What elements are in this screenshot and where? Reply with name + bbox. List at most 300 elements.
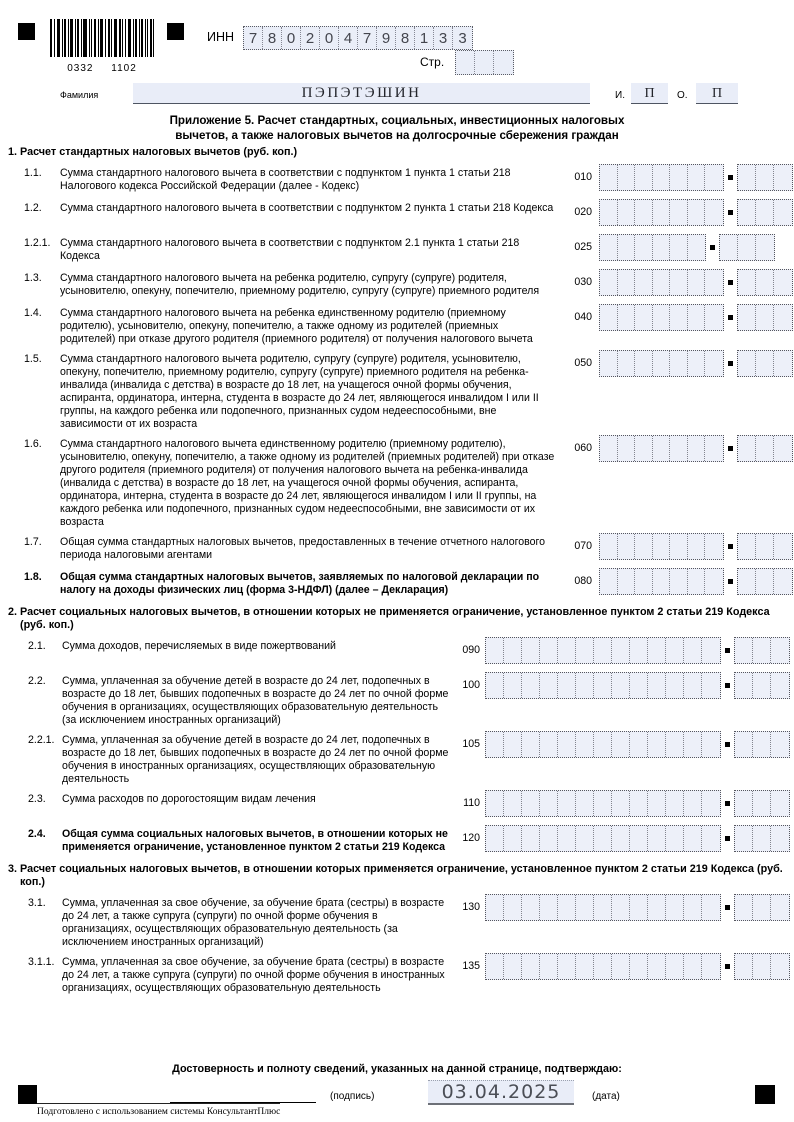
digit-cell[interactable] (635, 534, 653, 559)
digit-cell[interactable] (486, 954, 504, 979)
digit-cell[interactable] (738, 305, 756, 330)
digit-cell[interactable] (630, 673, 648, 698)
ruble-field[interactable] (599, 350, 724, 377)
digit-cell[interactable] (774, 270, 792, 295)
digit-cell[interactable]: 0 (320, 27, 339, 49)
form-row-030 (0, 271, 592, 300)
digit-cell[interactable] (774, 534, 792, 559)
digit-cell[interactable] (670, 534, 688, 559)
amount-field-group (558, 435, 793, 462)
digit-cell[interactable] (705, 165, 723, 190)
digit-cell[interactable] (702, 954, 720, 979)
kopeck-field[interactable] (737, 568, 793, 595)
digit-cell[interactable] (756, 165, 774, 190)
form-section (0, 146, 790, 599)
ruble-field[interactable] (599, 234, 706, 261)
digit-cell[interactable] (612, 954, 630, 979)
digit-cell[interactable] (576, 638, 594, 663)
digit-cell[interactable] (635, 165, 653, 190)
form-row-090 (0, 639, 480, 668)
digit-cell[interactable] (653, 305, 671, 330)
digit-cell[interactable] (688, 351, 706, 376)
digit-cell[interactable]: 4 (339, 27, 358, 49)
item-text: Сумма стандартного налогового вычета в соответствии с подпунктом 1 пункта 1 статьи 218 Налогового кодекса Российской Федерации (далее - Кодекс) (60, 166, 511, 192)
amount-field-group (558, 568, 793, 595)
digit-cell[interactable] (688, 235, 706, 260)
digit-cell[interactable] (684, 638, 702, 663)
date-field[interactable]: 03.04.2025 (428, 1080, 574, 1105)
digit-cell[interactable]: 2 (301, 27, 320, 49)
digit-cell[interactable] (688, 305, 706, 330)
digit-cell[interactable]: 9 (377, 27, 396, 49)
digit-cell[interactable] (558, 638, 576, 663)
digit-cell[interactable] (684, 895, 702, 920)
digit-cell[interactable] (653, 200, 671, 225)
digit-cell[interactable] (612, 791, 630, 816)
digit-cell[interactable] (653, 569, 671, 594)
digit-cell[interactable] (648, 732, 666, 757)
digit-cell[interactable] (600, 235, 618, 260)
digit-cell[interactable] (753, 954, 771, 979)
digit-cell[interactable] (756, 436, 774, 461)
digit-cell[interactable] (756, 270, 774, 295)
digit-cell[interactable] (612, 638, 630, 663)
digit-cell[interactable] (635, 569, 653, 594)
registration-mark-bottom-left (18, 1085, 37, 1104)
digit-cell[interactable] (684, 954, 702, 979)
kopeck-field[interactable] (734, 637, 790, 664)
ruble-field[interactable] (485, 731, 721, 758)
patronymic-initial-label: О. (677, 90, 688, 101)
form-section (0, 606, 790, 856)
digit-cell[interactable] (540, 638, 558, 663)
amount-field-group (452, 894, 790, 921)
digit-cell[interactable] (688, 200, 706, 225)
digit-cell[interactable] (630, 895, 648, 920)
digit-cell[interactable] (635, 235, 653, 260)
digit-cell[interactable] (486, 895, 504, 920)
surname-field[interactable]: ПЭПЭТЭШИН (133, 83, 590, 104)
digit-cell[interactable] (600, 270, 618, 295)
digit-cell[interactable] (648, 895, 666, 920)
kopeck-field[interactable] (734, 672, 790, 699)
digit-cell[interactable] (756, 569, 774, 594)
digit-cell[interactable] (540, 826, 558, 851)
item-number: 2.2.1. (28, 733, 55, 746)
amount-field-group (452, 825, 790, 852)
digit-cell[interactable] (522, 673, 540, 698)
digit-cell[interactable] (702, 638, 720, 663)
digit-cell[interactable] (630, 826, 648, 851)
digit-cell[interactable] (594, 954, 612, 979)
amount-field-group (452, 637, 790, 664)
digit-cell[interactable] (771, 673, 789, 698)
digit-cell[interactable] (618, 270, 636, 295)
digit-cell[interactable] (522, 638, 540, 663)
ruble-field[interactable] (599, 568, 724, 595)
kopeck-field[interactable] (734, 825, 790, 852)
digit-cell[interactable] (684, 826, 702, 851)
digit-cell[interactable] (558, 895, 576, 920)
item-text: Сумма расходов по дорогостоящим видам лечения (62, 792, 316, 805)
amount-field-group (452, 731, 790, 758)
digit-cell[interactable] (670, 305, 688, 330)
ruble-field[interactable] (599, 533, 724, 560)
digit-cell[interactable] (576, 791, 594, 816)
line-code: 020 (574, 205, 592, 218)
digit-cell[interactable] (618, 165, 636, 190)
digit-cell[interactable] (753, 895, 771, 920)
form-body (0, 146, 794, 995)
digit-cell[interactable]: 3 (434, 27, 453, 49)
digit-cell[interactable] (648, 826, 666, 851)
digit-cell[interactable] (753, 732, 771, 757)
form-row-025 (0, 236, 592, 265)
ruble-field[interactable] (485, 790, 721, 817)
digit-cell[interactable] (576, 826, 594, 851)
barcode-icon (50, 19, 154, 57)
digit-cell[interactable] (756, 305, 774, 330)
form-header (0, 0, 794, 112)
digit-cell[interactable] (688, 165, 706, 190)
digit-cell[interactable] (735, 673, 753, 698)
firstname-initial-field[interactable]: П (631, 83, 668, 104)
ruble-field[interactable] (599, 199, 724, 226)
digit-cell[interactable] (735, 791, 753, 816)
digit-cell[interactable] (771, 895, 789, 920)
digit-cell[interactable] (630, 732, 648, 757)
digit-cell[interactable] (702, 673, 720, 698)
digit-cell[interactable] (774, 200, 792, 225)
decimal-dot (725, 801, 730, 806)
digit-cell[interactable] (558, 732, 576, 757)
digit-cell[interactable] (635, 270, 653, 295)
kopeck-field[interactable] (734, 894, 790, 921)
digit-cell[interactable] (456, 51, 475, 74)
digit-cell[interactable] (670, 351, 688, 376)
digit-cell[interactable] (600, 165, 618, 190)
digit-cell[interactable] (594, 826, 612, 851)
digit-cell[interactable] (735, 732, 753, 757)
digit-cell[interactable] (738, 569, 756, 594)
digit-cell[interactable] (600, 351, 618, 376)
digit-cell[interactable] (540, 732, 558, 757)
digit-cell[interactable] (702, 895, 720, 920)
inn-field[interactable] (243, 26, 473, 50)
item-number: 1.4. (24, 306, 42, 319)
digit-cell[interactable] (635, 305, 653, 330)
digit-cell[interactable] (774, 165, 792, 190)
kopeck-field[interactable] (737, 435, 793, 462)
form-row-135 (0, 955, 480, 995)
digit-cell[interactable] (618, 569, 636, 594)
digit-cell[interactable] (504, 673, 522, 698)
decimal-dot (728, 280, 733, 285)
kopeck-field[interactable] (737, 164, 793, 191)
digit-cell[interactable] (771, 791, 789, 816)
digit-cell[interactable] (666, 895, 684, 920)
digit-cell[interactable] (504, 826, 522, 851)
digit-cell[interactable] (594, 895, 612, 920)
form-title-line1: Приложение 5. Расчет стандартных, социальных, инвестиционных налоговых (169, 114, 625, 127)
digit-cell[interactable] (618, 200, 636, 225)
item-number: 2.2. (28, 674, 46, 687)
digit-cell[interactable] (670, 200, 688, 225)
digit-cell[interactable] (670, 270, 688, 295)
digit-cell[interactable] (705, 200, 723, 225)
ruble-field[interactable] (485, 894, 721, 921)
signature-label: (подпись) (330, 1091, 375, 1102)
line-code: 120 (462, 831, 480, 844)
digit-cell[interactable] (756, 351, 774, 376)
digit-cell[interactable] (688, 534, 706, 559)
digit-cell[interactable] (576, 954, 594, 979)
page-number-field[interactable] (455, 50, 514, 75)
digit-cell[interactable] (738, 351, 756, 376)
digit-cell[interactable] (705, 436, 723, 461)
digit-cell[interactable] (522, 732, 540, 757)
digit-cell[interactable] (522, 954, 540, 979)
digit-cell[interactable] (504, 954, 522, 979)
digit-cell[interactable] (600, 569, 618, 594)
digit-cell[interactable] (738, 165, 756, 190)
digit-cell[interactable] (600, 305, 618, 330)
digit-cell[interactable]: 7 (358, 27, 377, 49)
digit-cell[interactable] (688, 270, 706, 295)
line-code: 010 (574, 170, 592, 183)
digit-cell[interactable] (688, 436, 706, 461)
kopeck-field[interactable] (737, 533, 793, 560)
digit-cell[interactable] (594, 673, 612, 698)
digit-cell[interactable] (771, 732, 789, 757)
digit-cell[interactable] (771, 826, 789, 851)
digit-cell[interactable] (540, 673, 558, 698)
section-heading: 2. Расчет социальных налоговых вычетов, в отношении которых не применяется ограничение, установленное пунктом 2 статьи 219 Кодекса (руб. коп.) (8, 605, 770, 632)
digit-cell[interactable] (486, 826, 504, 851)
digit-cell[interactable] (558, 826, 576, 851)
digit-cell[interactable]: 1 (415, 27, 434, 49)
digit-cell[interactable] (670, 235, 688, 260)
digit-cell[interactable] (653, 165, 671, 190)
digit-cell[interactable] (666, 732, 684, 757)
digit-cell[interactable] (735, 638, 753, 663)
kopeck-field[interactable] (734, 731, 790, 758)
ruble-field[interactable] (599, 304, 724, 331)
digit-cell[interactable] (756, 200, 774, 225)
digit-cell[interactable] (774, 305, 792, 330)
digit-cell[interactable] (771, 954, 789, 979)
digit-cell[interactable] (475, 51, 494, 74)
digit-cell[interactable] (648, 954, 666, 979)
digit-cell[interactable] (635, 351, 653, 376)
digit-cell[interactable] (618, 534, 636, 559)
item-text: Сумма стандартного налогового вычета на ребенка единственному родителю (приемному родителю), усыновителю, опекуну, попечителю, а также одному из родителей (приемных родителей) при отказе другого родителя (приемного родителя) от получения налогового вычета (60, 306, 533, 345)
digit-cell[interactable] (600, 200, 618, 225)
digit-cell[interactable] (771, 638, 789, 663)
kopeck-field[interactable] (734, 790, 790, 817)
digit-cell[interactable] (720, 235, 738, 260)
decimal-dot (725, 905, 730, 910)
digit-cell[interactable] (735, 826, 753, 851)
digit-cell[interactable] (486, 791, 504, 816)
digit-cell[interactable] (635, 200, 653, 225)
registration-mark-top-left (18, 23, 35, 40)
digit-cell[interactable] (522, 826, 540, 851)
digit-cell[interactable] (504, 638, 522, 663)
digit-cell[interactable] (540, 954, 558, 979)
decimal-dot (728, 544, 733, 549)
digit-cell[interactable] (648, 791, 666, 816)
form-row-020 (0, 201, 592, 230)
item-number: 1.7. (24, 535, 42, 548)
patronymic-initial-field[interactable]: П (696, 83, 738, 104)
digit-cell[interactable] (666, 638, 684, 663)
digit-cell[interactable] (666, 954, 684, 979)
digit-cell[interactable] (774, 569, 792, 594)
digit-cell[interactable] (670, 165, 688, 190)
digit-cell[interactable] (558, 954, 576, 979)
ruble-field[interactable] (485, 953, 721, 980)
digit-cell[interactable] (670, 569, 688, 594)
digit-cell[interactable] (612, 895, 630, 920)
digit-cell[interactable] (774, 436, 792, 461)
digit-cell[interactable] (558, 791, 576, 816)
digit-cell[interactable] (504, 791, 522, 816)
digit-cell[interactable] (653, 270, 671, 295)
digit-cell[interactable] (576, 895, 594, 920)
ruble-field[interactable] (599, 435, 724, 462)
decimal-dot (728, 361, 733, 366)
line-code: 135 (462, 959, 480, 972)
digit-cell[interactable] (486, 638, 504, 663)
digit-cell[interactable] (594, 732, 612, 757)
decimal-dot (725, 683, 730, 688)
digit-cell[interactable] (738, 235, 756, 260)
item-text: Сумма, уплаченная за обучение детей в возрасте до 24 лет, подопечных в возрасте до 18 лет, бывших подопечных в возрасте до 24 лет по очной форме обучения в иностранных организациях, осуществляющих образовательную деятельность (62, 733, 449, 785)
form-title-line2: вычетов, а также налоговых вычетов на долгосрочные сбережения граждан (175, 128, 619, 142)
digit-cell[interactable] (753, 638, 771, 663)
digit-cell[interactable]: 7 (244, 27, 263, 49)
signature-line[interactable] (170, 1082, 316, 1103)
digit-cell[interactable] (666, 673, 684, 698)
digit-cell[interactable] (612, 826, 630, 851)
digit-cell[interactable] (738, 534, 756, 559)
digit-cell[interactable] (618, 235, 636, 260)
digit-cell[interactable] (648, 673, 666, 698)
form-row-070 (0, 535, 592, 564)
digit-cell[interactable] (735, 895, 753, 920)
digit-cell[interactable] (753, 673, 771, 698)
line-code: 105 (462, 737, 480, 750)
digit-cell[interactable] (705, 305, 723, 330)
digit-cell[interactable] (670, 436, 688, 461)
digit-cell[interactable] (648, 638, 666, 663)
digit-cell[interactable] (635, 436, 653, 461)
digit-cell[interactable] (594, 791, 612, 816)
ruble-field[interactable] (599, 269, 724, 296)
digit-cell[interactable] (753, 791, 771, 816)
ruble-field[interactable] (485, 672, 721, 699)
digit-cell[interactable] (594, 638, 612, 663)
digit-cell[interactable] (612, 673, 630, 698)
digit-cell[interactable] (630, 954, 648, 979)
digit-cell[interactable] (705, 351, 723, 376)
kopeck-field[interactable] (719, 234, 775, 261)
digit-cell[interactable] (494, 51, 513, 74)
digit-cell[interactable] (666, 826, 684, 851)
digit-cell[interactable] (540, 895, 558, 920)
digit-cell[interactable] (618, 436, 636, 461)
digit-cell[interactable]: 8 (263, 27, 282, 49)
digit-cell[interactable] (618, 305, 636, 330)
digit-cell[interactable] (504, 732, 522, 757)
digit-cell[interactable] (558, 673, 576, 698)
digit-cell[interactable]: 0 (282, 27, 301, 49)
digit-cell[interactable] (684, 673, 702, 698)
digit-cell[interactable] (486, 673, 504, 698)
digit-cell[interactable] (522, 895, 540, 920)
digit-cell[interactable] (540, 791, 558, 816)
digit-cell[interactable] (612, 732, 630, 757)
digit-cell[interactable] (666, 791, 684, 816)
digit-cell[interactable] (504, 895, 522, 920)
digit-cell[interactable] (684, 732, 702, 757)
digit-cell[interactable] (576, 673, 594, 698)
digit-cell[interactable] (702, 732, 720, 757)
digit-cell[interactable] (753, 826, 771, 851)
ruble-field[interactable] (485, 825, 721, 852)
section-heading: 1. Расчет стандартных налоговых вычетов (руб. коп.) (8, 146, 298, 159)
digit-cell[interactable] (756, 235, 774, 260)
digit-cell[interactable] (738, 270, 756, 295)
digit-cell[interactable] (653, 436, 671, 461)
kopeck-field[interactable] (737, 269, 793, 296)
kopeck-field[interactable] (737, 199, 793, 226)
ruble-field[interactable] (599, 164, 724, 191)
digit-cell[interactable] (756, 534, 774, 559)
digit-cell[interactable] (735, 954, 753, 979)
firstname-initial-label: И. (615, 90, 625, 101)
digit-cell[interactable] (705, 534, 723, 559)
digit-cell[interactable] (705, 569, 723, 594)
digit-cell[interactable] (653, 235, 671, 260)
kopeck-field[interactable] (737, 304, 793, 331)
digit-cell[interactable] (486, 732, 504, 757)
digit-cell[interactable] (684, 791, 702, 816)
kopeck-field[interactable] (737, 350, 793, 377)
digit-cell[interactable] (630, 638, 648, 663)
digit-cell[interactable] (702, 826, 720, 851)
digit-cell[interactable] (705, 270, 723, 295)
digit-cell[interactable] (688, 569, 706, 594)
ruble-field[interactable] (485, 637, 721, 664)
digit-cell[interactable]: 3 (458, 29, 467, 47)
digit-cell[interactable] (600, 534, 618, 559)
digit-cell[interactable] (600, 436, 618, 461)
digit-cell[interactable] (738, 200, 756, 225)
digit-cell[interactable] (522, 791, 540, 816)
digit-cell[interactable] (618, 351, 636, 376)
digit-cell[interactable] (653, 534, 671, 559)
digit-cell[interactable] (630, 791, 648, 816)
digit-cell[interactable] (702, 791, 720, 816)
digit-cell[interactable] (738, 436, 756, 461)
kopeck-field[interactable] (734, 953, 790, 980)
digit-cell[interactable] (774, 351, 792, 376)
digit-cell[interactable]: 8 (396, 27, 415, 49)
digit-cell[interactable] (576, 732, 594, 757)
digit-cell[interactable] (653, 351, 671, 376)
